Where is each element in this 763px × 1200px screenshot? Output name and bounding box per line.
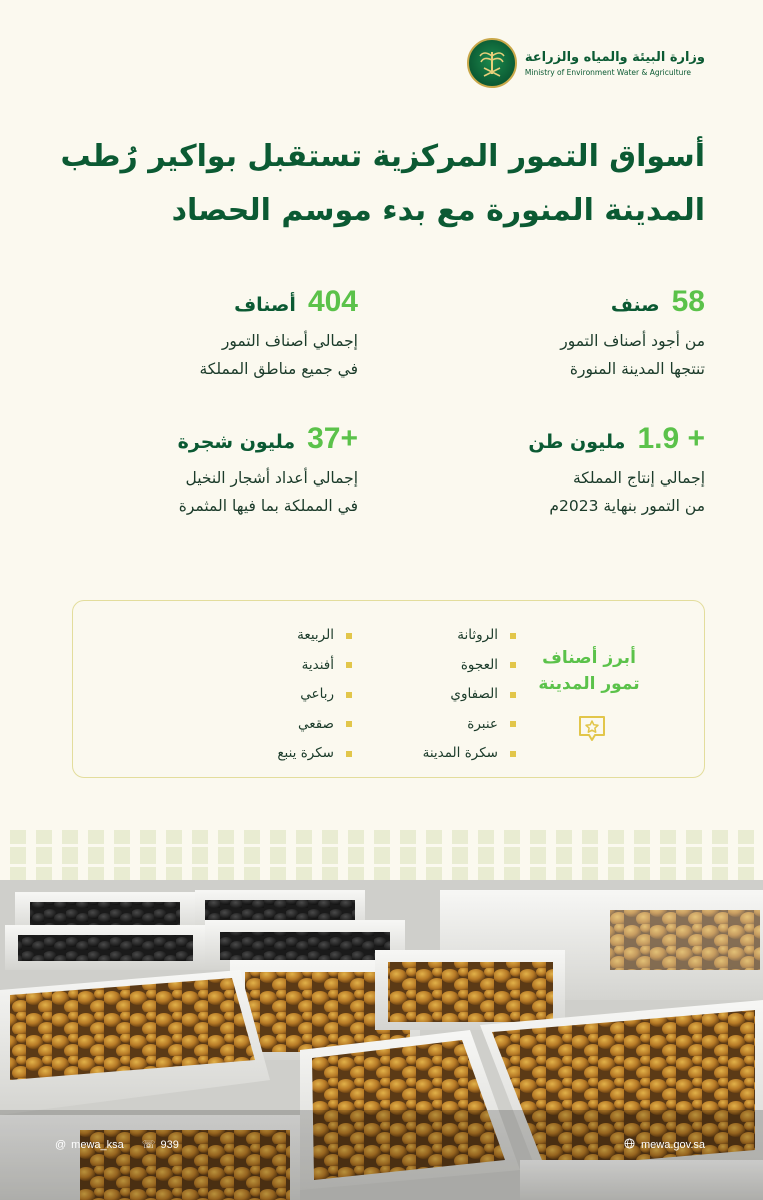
headline-line-2: المدينة المنورة مع بدء موسم الحصاد xyxy=(171,193,705,228)
bullet-icon xyxy=(346,721,352,727)
bullet-icon xyxy=(510,662,516,668)
list-item: رباعي xyxy=(202,680,352,710)
stat-unit: صنف xyxy=(610,294,660,316)
star-badge-icon xyxy=(576,713,608,745)
stat-number: 1.9 + xyxy=(637,422,705,455)
list-item: أفندية xyxy=(202,651,352,681)
footer-social xyxy=(55,1138,179,1151)
globe-icon xyxy=(624,1138,635,1152)
phone-icon: ☏ xyxy=(141,1139,156,1151)
list-item: صقعي xyxy=(202,710,352,740)
stat-desc-line-2: من التمور بنهاية 2023م xyxy=(549,497,705,515)
stat-desc-line-1: من أجود أصناف التمور xyxy=(560,332,705,350)
varieties-title xyxy=(534,645,644,697)
stat-desc-line-1: إجمالي أعداد أشجار النخيل xyxy=(185,469,358,487)
bullet-icon xyxy=(510,633,516,639)
bullet-icon xyxy=(510,751,516,757)
website-text: mewa.gov.sa xyxy=(641,1139,705,1151)
bullet-icon xyxy=(346,751,352,757)
bullet-icon xyxy=(510,692,516,698)
varieties-title-line-2: تمور المدينة xyxy=(538,674,640,694)
logo-name-en: Ministry of Environment Water & Agriculture xyxy=(524,67,691,77)
stat-desc-line-2: في المملكة بما فيها المثمرة xyxy=(178,497,358,515)
bullet-icon xyxy=(346,662,352,668)
stat-number: 37+ xyxy=(307,422,358,455)
list-item: الربيعة xyxy=(202,621,352,651)
stat-kingdom-varieties xyxy=(58,285,358,383)
list-item: الروثانة xyxy=(356,621,516,651)
stat-palm-trees xyxy=(58,422,358,520)
list-item: عنبرة xyxy=(356,710,516,740)
social-handle-text: mewa_ksa xyxy=(71,1138,124,1151)
footer-website[interactable] xyxy=(624,1138,705,1152)
stat-desc-line-1: إجمالي أصناف التمور xyxy=(221,332,358,350)
logo-name-ar: وزارة البيئة والمياه والزراعة xyxy=(524,49,705,65)
phone-number[interactable] xyxy=(142,1138,179,1151)
stat-unit: مليون شجرة xyxy=(177,431,296,453)
stat-unit: أصناف xyxy=(234,294,296,316)
stat-desc-line-2: تنتجها المدينة المنورة xyxy=(569,360,705,378)
stat-madinah-varieties xyxy=(405,285,705,383)
stat-number: 404 xyxy=(307,285,358,318)
list-item: سكرة ينبع xyxy=(202,739,352,769)
logo-text xyxy=(525,49,705,78)
palm-emblem-icon xyxy=(467,38,517,88)
at-icon: @ xyxy=(55,1138,67,1151)
headline xyxy=(55,130,705,238)
stat-desc-line-1: إجمالي إنتاج المملكة xyxy=(572,469,705,487)
list-item: العجوة xyxy=(356,651,516,681)
list-item: سكرة المدينة xyxy=(356,739,516,769)
headline-line-1: أسواق التمور المركزية تستقبل بواكير رُطب xyxy=(60,139,705,174)
bullet-icon xyxy=(346,692,352,698)
phone-number-text: 939 xyxy=(160,1138,179,1151)
varieties-title-line-1: أبرز أصناف xyxy=(542,648,636,668)
bullet-icon xyxy=(346,633,352,639)
dates-photo xyxy=(0,880,763,1200)
bullet-icon xyxy=(510,721,516,727)
stat-unit: مليون طن xyxy=(528,431,626,453)
varieties-column-1 xyxy=(356,621,516,769)
social-handle[interactable] xyxy=(55,1138,124,1151)
varieties-box xyxy=(72,600,705,778)
ministry-logo xyxy=(467,38,705,88)
stat-number: 58 xyxy=(671,285,705,318)
stat-production-tons xyxy=(405,422,705,520)
stat-desc-line-2: في جميع مناطق المملكة xyxy=(199,360,358,378)
list-item: الصفاوي xyxy=(356,680,516,710)
varieties-column-2 xyxy=(202,621,352,769)
